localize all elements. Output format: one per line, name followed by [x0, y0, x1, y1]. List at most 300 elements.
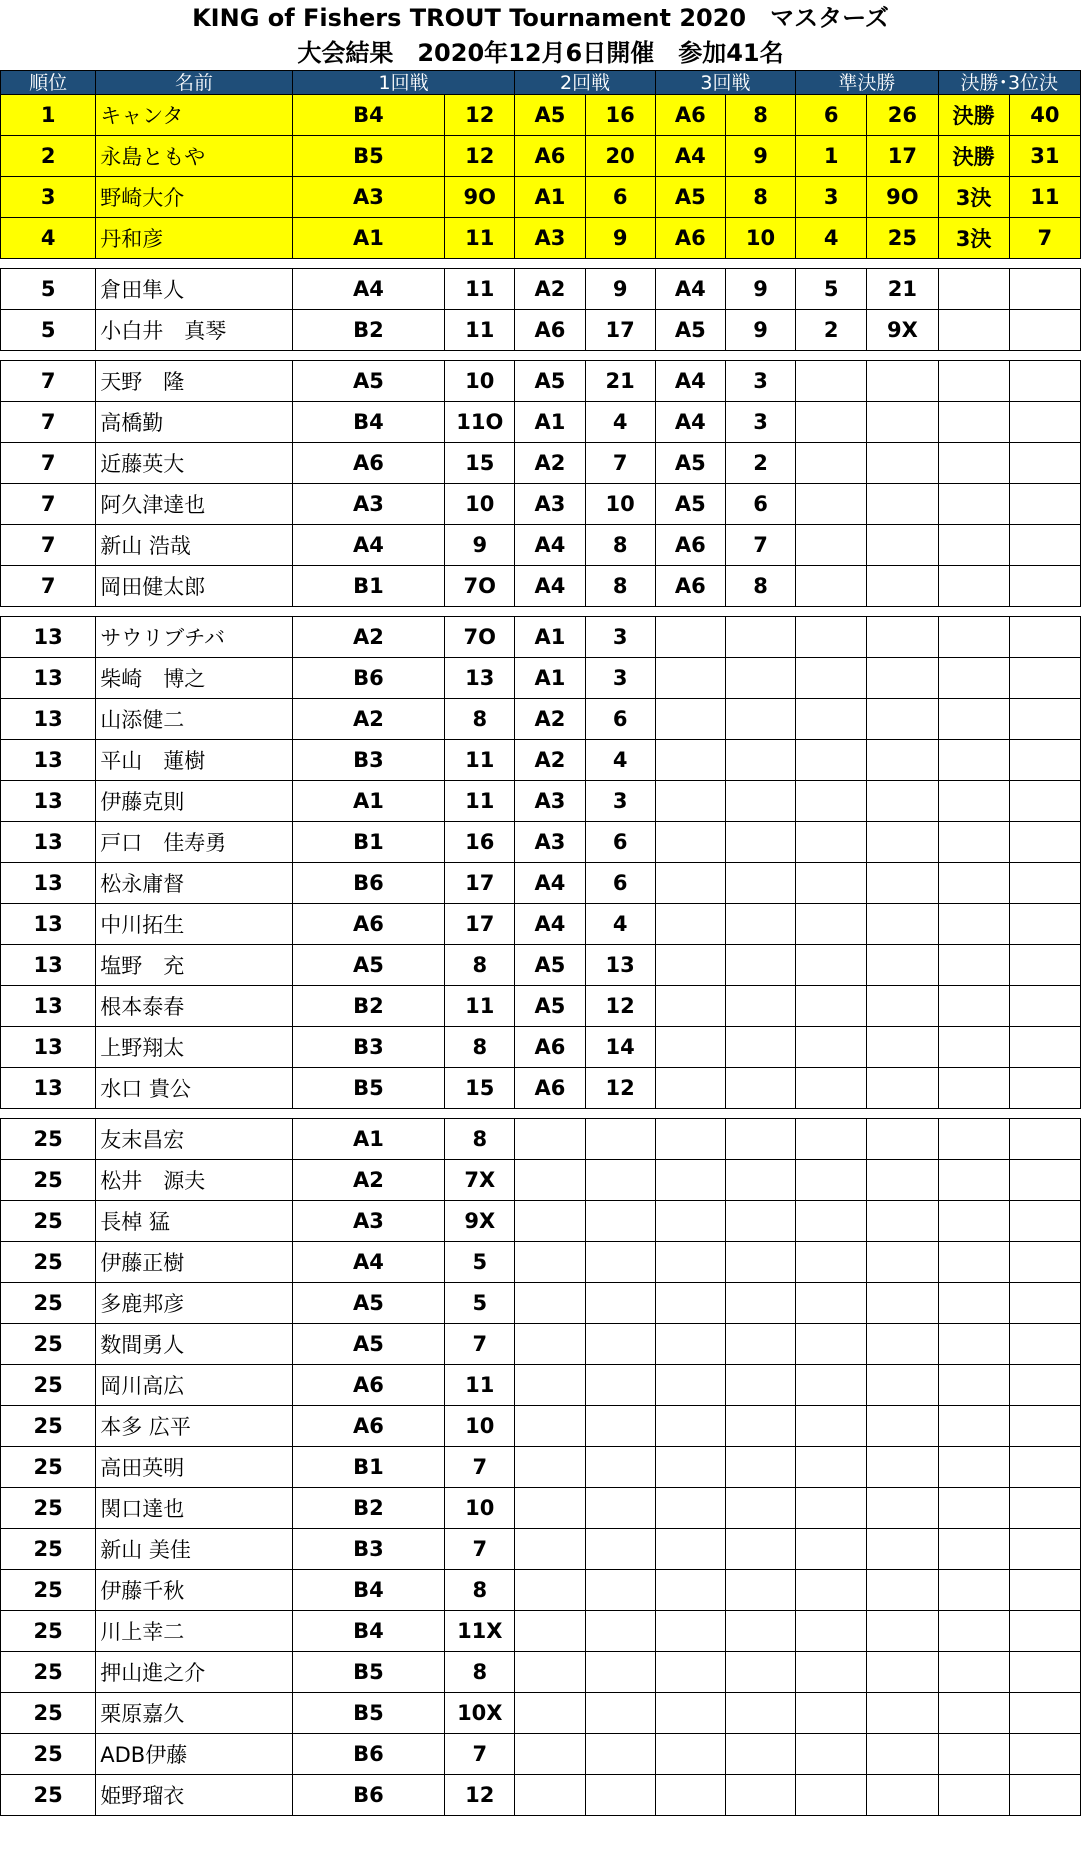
- table-row: [1, 361, 1081, 402]
- cell-final-score: [1009, 1529, 1080, 1570]
- table-row: [1, 566, 1081, 607]
- cell-final-type: [938, 1160, 1009, 1201]
- cell-r1-group: B3: [292, 1529, 444, 1570]
- cell-semi-heat: 4: [796, 218, 867, 259]
- cell-r2-score: 10: [585, 484, 655, 525]
- cell-semi-heat: [796, 1068, 867, 1109]
- cell-r3-score: [725, 1068, 795, 1109]
- cell-semi-heat: [796, 1611, 867, 1652]
- cell-r3-group: [655, 1488, 725, 1529]
- cell-r1-score: 13: [445, 658, 515, 699]
- cell-semi-heat: [796, 525, 867, 566]
- cell-final-type: [938, 1652, 1009, 1693]
- cell-final-type: [938, 525, 1009, 566]
- cell-r2-group: [515, 1775, 585, 1816]
- cell-name: 姫野瑠衣: [96, 1775, 293, 1816]
- cell-semi-heat: [796, 658, 867, 699]
- cell-r3-group: [655, 1119, 725, 1160]
- separator-cell: [1, 1109, 1081, 1119]
- cell-r3-score: 9: [725, 136, 795, 177]
- cell-r3-score: 8: [725, 566, 795, 607]
- cell-r3-score: [725, 1447, 795, 1488]
- cell-r1-score: 5: [445, 1283, 515, 1324]
- cell-final-score: [1009, 740, 1080, 781]
- cell-semi-score: [867, 525, 938, 566]
- cell-rank: 2: [1, 136, 96, 177]
- cell-rank: 4: [1, 218, 96, 259]
- cell-r1-group: A1: [292, 218, 444, 259]
- cell-r3-score: [725, 699, 795, 740]
- cell-rank: 13: [1, 863, 96, 904]
- cell-r1-score: 9O: [445, 177, 515, 218]
- cell-r2-score: 12: [585, 986, 655, 1027]
- cell-final-type: [938, 1611, 1009, 1652]
- cell-semi-heat: [796, 904, 867, 945]
- cell-r2-score: [585, 1570, 655, 1611]
- cell-name: 伊藤正樹: [96, 1242, 293, 1283]
- cell-rank: 1: [1, 95, 96, 136]
- cell-r1-score: 8: [445, 699, 515, 740]
- cell-r1-group: A5: [292, 945, 444, 986]
- cell-r2-score: [585, 1693, 655, 1734]
- cell-semi-score: [867, 1570, 938, 1611]
- cell-r3-group: [655, 1283, 725, 1324]
- cell-r3-score: [725, 1160, 795, 1201]
- cell-r2-score: [585, 1406, 655, 1447]
- cell-r2-score: 16: [585, 95, 655, 136]
- cell-semi-score: [867, 1488, 938, 1529]
- cell-r3-group: A4: [655, 402, 725, 443]
- cell-name: 小白井 真琴: [96, 310, 293, 351]
- cell-r1-group: A4: [292, 1242, 444, 1283]
- cell-semi-heat: [796, 1693, 867, 1734]
- cell-semi-score: 9X: [867, 310, 938, 351]
- cell-semi-heat: [796, 566, 867, 607]
- table-row: [1, 1119, 1081, 1160]
- group-separator: [1, 607, 1081, 617]
- cell-r3-group: [655, 1652, 725, 1693]
- cell-semi-heat: [796, 1201, 867, 1242]
- cell-r2-group: A5: [515, 95, 585, 136]
- header-semifinal: 準決勝: [796, 71, 938, 95]
- cell-semi-heat: [796, 402, 867, 443]
- cell-rank: 25: [1, 1488, 96, 1529]
- cell-r2-score: 3: [585, 781, 655, 822]
- cell-rank: 5: [1, 310, 96, 351]
- cell-semi-heat: 1: [796, 136, 867, 177]
- cell-r2-score: 14: [585, 1027, 655, 1068]
- cell-r1-score: 7: [445, 1447, 515, 1488]
- cell-name: 丹和彦: [96, 218, 293, 259]
- cell-semi-score: [867, 986, 938, 1027]
- cell-r3-group: A5: [655, 484, 725, 525]
- cell-r3-group: [655, 1611, 725, 1652]
- cell-r2-score: [585, 1365, 655, 1406]
- cell-r1-score: 7: [445, 1734, 515, 1775]
- cell-final-score: [1009, 1406, 1080, 1447]
- cell-r1-score: 8: [445, 1119, 515, 1160]
- cell-final-score: [1009, 1324, 1080, 1365]
- cell-r2-score: [585, 1119, 655, 1160]
- cell-final-score: [1009, 1365, 1080, 1406]
- results-table: [0, 70, 1081, 1816]
- cell-rank: 13: [1, 822, 96, 863]
- cell-rank: 13: [1, 781, 96, 822]
- table-row: [1, 863, 1081, 904]
- header-name: 名前: [96, 71, 293, 95]
- cell-r1-group: B4: [292, 1570, 444, 1611]
- cell-rank: 7: [1, 525, 96, 566]
- cell-final-type: [938, 863, 1009, 904]
- cell-semi-heat: [796, 443, 867, 484]
- cell-final-type: [938, 1119, 1009, 1160]
- cell-final-type: [938, 1775, 1009, 1816]
- header-round3: 3回戦: [655, 71, 795, 95]
- cell-name: 塩野 充: [96, 945, 293, 986]
- cell-semi-score: [867, 1529, 938, 1570]
- cell-name: 友末昌宏: [96, 1119, 293, 1160]
- table-row: [1, 617, 1081, 658]
- cell-final-score: [1009, 1119, 1080, 1160]
- cell-final-type: [938, 1324, 1009, 1365]
- cell-final-type: [938, 986, 1009, 1027]
- cell-final-score: [1009, 945, 1080, 986]
- cell-r1-group: B5: [292, 1068, 444, 1109]
- cell-name: 岡川高広: [96, 1365, 293, 1406]
- cell-final-score: [1009, 699, 1080, 740]
- cell-final-score: [1009, 1652, 1080, 1693]
- cell-semi-score: 21: [867, 269, 938, 310]
- cell-r1-score: 11: [445, 986, 515, 1027]
- table-row: [1, 1201, 1081, 1242]
- cell-semi-score: [867, 1119, 938, 1160]
- cell-final-score: [1009, 1693, 1080, 1734]
- cell-rank: 25: [1, 1775, 96, 1816]
- cell-semi-heat: [796, 1529, 867, 1570]
- cell-name: ADB伊藤: [96, 1734, 293, 1775]
- cell-r1-score: 9: [445, 525, 515, 566]
- cell-final-score: [1009, 361, 1080, 402]
- cell-r2-group: [515, 1283, 585, 1324]
- cell-semi-heat: [796, 1242, 867, 1283]
- table-row: [1, 1775, 1081, 1816]
- cell-r1-score: 11: [445, 740, 515, 781]
- cell-semi-heat: 2: [796, 310, 867, 351]
- cell-r1-score: 8: [445, 1570, 515, 1611]
- cell-r2-group: A4: [515, 863, 585, 904]
- cell-r3-score: [725, 1488, 795, 1529]
- cell-r1-score: 11: [445, 781, 515, 822]
- cell-r2-group: A2: [515, 740, 585, 781]
- cell-final-type: [938, 1447, 1009, 1488]
- cell-rank: 13: [1, 1027, 96, 1068]
- cell-semi-score: [867, 1406, 938, 1447]
- cell-r1-group: B5: [292, 1652, 444, 1693]
- cell-final-score: [1009, 484, 1080, 525]
- cell-rank: 25: [1, 1570, 96, 1611]
- cell-r1-score: 11: [445, 1365, 515, 1406]
- cell-r2-score: 9: [585, 218, 655, 259]
- cell-r3-score: [725, 863, 795, 904]
- table-row: [1, 484, 1081, 525]
- table-row: [1, 525, 1081, 566]
- cell-r3-group: [655, 1529, 725, 1570]
- table-row: [1, 443, 1081, 484]
- cell-r2-group: [515, 1611, 585, 1652]
- group-separator: [1, 1109, 1081, 1119]
- cell-name: 水口 貴公: [96, 1068, 293, 1109]
- cell-rank: 13: [1, 617, 96, 658]
- cell-r1-score: 8: [445, 945, 515, 986]
- cell-r2-group: [515, 1365, 585, 1406]
- cell-r1-score: 12: [445, 95, 515, 136]
- cell-r1-score: 7X: [445, 1160, 515, 1201]
- table-row: [1, 1027, 1081, 1068]
- table-row: [1, 1283, 1081, 1324]
- cell-r2-group: [515, 1242, 585, 1283]
- cell-name: 中川拓生: [96, 904, 293, 945]
- cell-r1-group: B6: [292, 1734, 444, 1775]
- cell-r2-group: [515, 1324, 585, 1365]
- cell-final-type: [938, 781, 1009, 822]
- cell-final-type: [938, 1201, 1009, 1242]
- cell-name: 松井 源夫: [96, 1160, 293, 1201]
- cell-name: 多鹿邦彦: [96, 1283, 293, 1324]
- cell-r3-score: 2: [725, 443, 795, 484]
- table-row: [1, 658, 1081, 699]
- cell-r2-group: A3: [515, 484, 585, 525]
- cell-r1-score: 9X: [445, 1201, 515, 1242]
- cell-r1-group: B5: [292, 1693, 444, 1734]
- cell-name: 川上幸二: [96, 1611, 293, 1652]
- cell-r3-group: [655, 1775, 725, 1816]
- table-row: [1, 1324, 1081, 1365]
- cell-name: 長棹 猛: [96, 1201, 293, 1242]
- cell-semi-score: [867, 484, 938, 525]
- table-row: [1, 1570, 1081, 1611]
- cell-semi-score: [867, 617, 938, 658]
- cell-final-score: [1009, 1068, 1080, 1109]
- cell-semi-heat: [796, 1652, 867, 1693]
- cell-r3-group: A5: [655, 310, 725, 351]
- cell-semi-score: [867, 781, 938, 822]
- cell-semi-score: [867, 1324, 938, 1365]
- cell-r2-score: [585, 1775, 655, 1816]
- cell-rank: 7: [1, 402, 96, 443]
- cell-r2-group: [515, 1447, 585, 1488]
- cell-r2-score: 7: [585, 443, 655, 484]
- cell-r1-group: A5: [292, 1324, 444, 1365]
- cell-r2-score: [585, 1160, 655, 1201]
- cell-r1-group: B4: [292, 1611, 444, 1652]
- results-body: [1, 95, 1081, 1816]
- cell-final-score: [1009, 1160, 1080, 1201]
- cell-semi-score: [867, 1365, 938, 1406]
- cell-r1-score: 11X: [445, 1611, 515, 1652]
- cell-name: 上野翔太: [96, 1027, 293, 1068]
- cell-r1-group: B2: [292, 1488, 444, 1529]
- cell-semi-score: [867, 904, 938, 945]
- cell-r2-group: [515, 1406, 585, 1447]
- cell-name: 山添健二: [96, 699, 293, 740]
- cell-semi-heat: 6: [796, 95, 867, 136]
- cell-r1-group: A6: [292, 904, 444, 945]
- cell-semi-score: [867, 1652, 938, 1693]
- cell-rank: 13: [1, 740, 96, 781]
- cell-rank: 13: [1, 699, 96, 740]
- cell-final-type: [938, 1488, 1009, 1529]
- cell-r3-score: [725, 1406, 795, 1447]
- cell-rank: 25: [1, 1734, 96, 1775]
- cell-r3-group: A6: [655, 218, 725, 259]
- cell-r2-group: A1: [515, 177, 585, 218]
- table-row: [1, 1693, 1081, 1734]
- cell-r1-group: A2: [292, 617, 444, 658]
- cell-r1-group: B1: [292, 1447, 444, 1488]
- cell-r1-score: 10: [445, 361, 515, 402]
- cell-r3-score: 8: [725, 177, 795, 218]
- header-final: 決勝･3位決: [938, 71, 1080, 95]
- cell-r3-group: [655, 781, 725, 822]
- cell-r1-group: A4: [292, 525, 444, 566]
- tournament-title: KING of Fishers TROUT Tournament 2020 マスターズ: [192, 4, 889, 32]
- cell-r2-group: A3: [515, 781, 585, 822]
- cell-r3-score: [725, 1283, 795, 1324]
- cell-r1-group: B4: [292, 95, 444, 136]
- cell-semi-score: [867, 863, 938, 904]
- cell-r2-group: [515, 1570, 585, 1611]
- cell-name: 新山 美佳: [96, 1529, 293, 1570]
- cell-name: 近藤英大: [96, 443, 293, 484]
- cell-r3-group: [655, 699, 725, 740]
- cell-r2-score: 21: [585, 361, 655, 402]
- cell-r2-score: 6: [585, 863, 655, 904]
- cell-r3-score: [725, 1119, 795, 1160]
- cell-r2-group: A1: [515, 658, 585, 699]
- cell-semi-heat: [796, 1365, 867, 1406]
- cell-semi-heat: [796, 781, 867, 822]
- cell-r2-score: 6: [585, 822, 655, 863]
- table-row: [1, 1734, 1081, 1775]
- cell-r2-score: 13: [585, 945, 655, 986]
- cell-r2-group: A6: [515, 1068, 585, 1109]
- cell-r3-group: A4: [655, 361, 725, 402]
- cell-rank: 25: [1, 1447, 96, 1488]
- cell-name: 平山 蓮樹: [96, 740, 293, 781]
- table-row: [1, 740, 1081, 781]
- cell-final-type: [938, 1068, 1009, 1109]
- cell-rank: 5: [1, 269, 96, 310]
- cell-r3-score: [725, 1242, 795, 1283]
- cell-final-type: [938, 1283, 1009, 1324]
- cell-name: 柴崎 博之: [96, 658, 293, 699]
- cell-r2-group: A1: [515, 617, 585, 658]
- table-row: [1, 986, 1081, 1027]
- cell-r3-score: [725, 658, 795, 699]
- table-row: [1, 1242, 1081, 1283]
- cell-r1-group: A5: [292, 361, 444, 402]
- cell-name: 永島ともや: [96, 136, 293, 177]
- cell-name: 戸口 佳寿勇: [96, 822, 293, 863]
- cell-semi-score: [867, 1068, 938, 1109]
- cell-semi-heat: [796, 361, 867, 402]
- cell-r1-group: A1: [292, 1119, 444, 1160]
- cell-r3-score: 7: [725, 525, 795, 566]
- table-row: [1, 1611, 1081, 1652]
- cell-r1-group: B1: [292, 566, 444, 607]
- cell-name: 岡田健太郎: [96, 566, 293, 607]
- cell-r2-group: [515, 1734, 585, 1775]
- cell-semi-score: 9O: [867, 177, 938, 218]
- cell-r3-group: A6: [655, 525, 725, 566]
- cell-semi-heat: [796, 1406, 867, 1447]
- cell-r2-group: A4: [515, 904, 585, 945]
- cell-r3-group: [655, 986, 725, 1027]
- cell-final-score: [1009, 781, 1080, 822]
- cell-r2-score: 20: [585, 136, 655, 177]
- cell-r1-group: A4: [292, 269, 444, 310]
- cell-r2-group: A6: [515, 136, 585, 177]
- cell-semi-score: [867, 1611, 938, 1652]
- cell-r1-group: B6: [292, 658, 444, 699]
- cell-r3-group: [655, 1201, 725, 1242]
- cell-r2-score: [585, 1652, 655, 1693]
- cell-final-score: [1009, 1447, 1080, 1488]
- cell-r2-group: A6: [515, 1027, 585, 1068]
- cell-r3-group: A5: [655, 177, 725, 218]
- cell-r1-score: 17: [445, 863, 515, 904]
- cell-r2-score: 8: [585, 566, 655, 607]
- cell-final-type: [938, 699, 1009, 740]
- cell-rank: 25: [1, 1242, 96, 1283]
- cell-r3-score: [725, 740, 795, 781]
- cell-r1-score: 10: [445, 1488, 515, 1529]
- cell-r1-group: A3: [292, 177, 444, 218]
- cell-semi-score: [867, 402, 938, 443]
- cell-final-score: [1009, 1734, 1080, 1775]
- cell-r1-score: 10: [445, 484, 515, 525]
- cell-final-score: 11: [1009, 177, 1080, 218]
- cell-semi-score: [867, 658, 938, 699]
- cell-r1-score: 8: [445, 1652, 515, 1693]
- cell-rank: 25: [1, 1283, 96, 1324]
- cell-final-type: [938, 945, 1009, 986]
- header-row: [1, 71, 1081, 95]
- cell-semi-heat: [796, 1447, 867, 1488]
- cell-r2-group: A4: [515, 566, 585, 607]
- table-row: [1, 269, 1081, 310]
- cell-r1-group: A3: [292, 1201, 444, 1242]
- group-separator: [1, 259, 1081, 269]
- cell-r3-group: [655, 1365, 725, 1406]
- cell-r3-score: [725, 1734, 795, 1775]
- cell-name: 高田英明: [96, 1447, 293, 1488]
- cell-semi-score: [867, 945, 938, 986]
- cell-rank: 7: [1, 361, 96, 402]
- cell-r3-group: [655, 904, 725, 945]
- cell-semi-heat: [796, 1119, 867, 1160]
- cell-semi-heat: [796, 740, 867, 781]
- cell-final-type: [938, 1365, 1009, 1406]
- cell-semi-score: [867, 1447, 938, 1488]
- cell-r1-group: A6: [292, 443, 444, 484]
- cell-r1-group: A3: [292, 484, 444, 525]
- cell-r3-group: [655, 822, 725, 863]
- cell-r3-score: [725, 1693, 795, 1734]
- cell-r1-score: 11O: [445, 402, 515, 443]
- table-row: [1, 904, 1081, 945]
- table-row: [1, 699, 1081, 740]
